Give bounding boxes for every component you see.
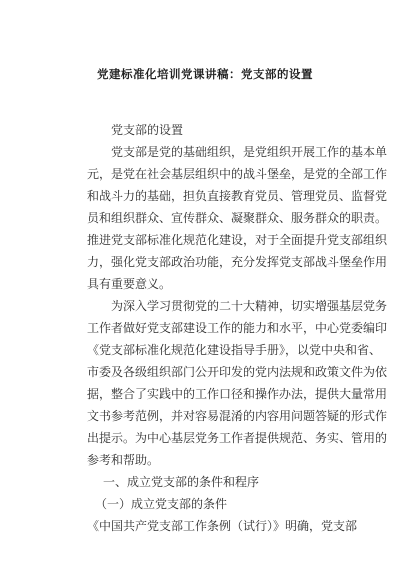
- paragraph-line: 元，是党在社会基层组织中的战斗堡垒，是党的全部工作: [87, 167, 388, 181]
- paragraph-line: 《党支部标准化规范化建设指导手册》，以党中央和省、: [87, 343, 382, 357]
- paragraph-line: 市委及各级组织部门公开印发的党内法规和政策文件为依: [87, 365, 388, 379]
- paragraph-line: 员和组织群众、宣传群众、凝聚群众、服务群众的职责。: [87, 211, 388, 225]
- paragraph-line: 工作者做好党支部建设工作的能力和水平，中心党委编印: [87, 321, 388, 335]
- document-title: 党建标准化培训党课讲稿：党支部的设置: [97, 67, 313, 81]
- paragraph-line: 具有重要意义。: [87, 277, 172, 291]
- paragraph-line: 推进党支部标准化规范化建设，对于全面提升党支部组织: [87, 233, 388, 247]
- document-body: [87, 119, 388, 537]
- paragraph-line: 据，整合了实践中的工作口径和操作办法，提供大量常用: [87, 387, 388, 401]
- paragraph-line: 出提示。为中心基层党务工作者提供规范、务实、管用的: [87, 431, 388, 445]
- paragraph-line: 一、成立党支部的条件和程序: [103, 475, 260, 489]
- paragraph-line: 党支部的设置: [111, 123, 184, 137]
- paragraph-line: 党支部是党的基础组织，是党组织开展工作的基本单: [111, 145, 388, 159]
- paragraph-line: （一）成立党支部的条件: [95, 497, 228, 511]
- paragraph-line: 为深入学习贯彻党的二十大精神，切实增强基层党务: [111, 299, 388, 313]
- paragraph-line: 参考和帮助。: [87, 453, 160, 467]
- paragraph-line: 《中国共产党支部工作条例（试行）》明确，党支部: [87, 519, 358, 533]
- paragraph-line: 和战斗力的基础，担负直接教育党员、管理党员、监督党: [87, 189, 388, 203]
- paragraph-line: 力，强化党支部政治功能，充分发挥党支部战斗堡垒作用: [87, 255, 388, 269]
- paragraph-line: 文书参考范例，并对容易混淆的内容用问题答疑的形式作: [87, 409, 388, 423]
